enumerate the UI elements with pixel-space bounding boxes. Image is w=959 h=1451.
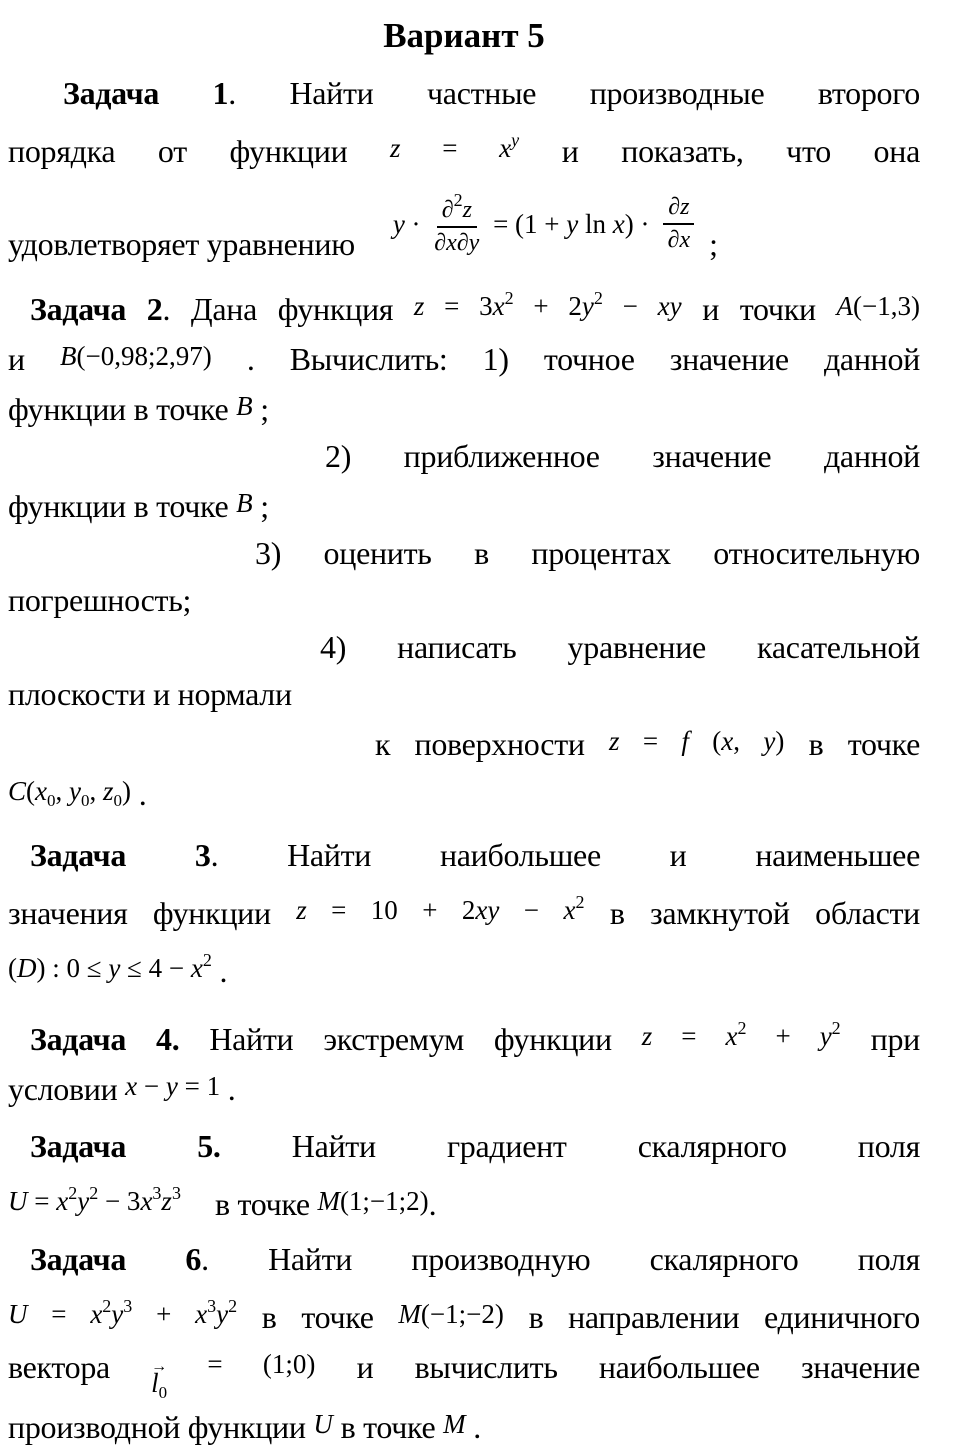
math-run: x [56, 1186, 69, 1216]
text-run: порядка от функции [8, 133, 391, 169]
math-run: x [90, 1299, 103, 1329]
text-line [8, 333, 920, 383]
math-run: 0 [113, 791, 122, 810]
task-label: Задача 5. [30, 1128, 221, 1164]
math-expression [398, 1299, 503, 1329]
text-run: . Найти наибольшее и наименьшее [210, 837, 920, 873]
math-run: 2 [228, 1296, 238, 1316]
fraction [434, 190, 479, 258]
text-line [8, 1341, 920, 1401]
fraction-denominator [434, 228, 479, 258]
math-run: 0 [47, 791, 56, 810]
math-run: (1;−1;2) [339, 1186, 429, 1216]
math-run: = 10 + 2 [306, 895, 476, 925]
math-expression [151, 1349, 316, 1402]
math-run: z [609, 726, 620, 756]
math-run: x [195, 1299, 208, 1329]
math-run: 2 [453, 190, 463, 211]
math-run: x [612, 208, 625, 239]
text-run: вектора [8, 1349, 152, 1385]
math-run: U [8, 1299, 28, 1329]
math-run: ∂ [456, 230, 469, 256]
math-run: 3 [152, 1183, 162, 1203]
math-expression [60, 341, 212, 371]
math-run: 0 [158, 1383, 168, 1402]
math-run: 3 [123, 1296, 133, 1316]
math-run: , [55, 776, 69, 806]
text-run: и вычислить наибольшее значение [315, 1349, 920, 1385]
text-run: . [220, 1071, 236, 1107]
math-run: M [317, 1186, 340, 1216]
fraction-numerator [437, 190, 477, 228]
math-run: D [17, 953, 37, 983]
math-run: x [721, 726, 734, 756]
text-line [8, 1401, 920, 1451]
math-run: 3 [207, 1296, 217, 1316]
math-run: x [35, 776, 47, 806]
math-run: z [680, 194, 690, 221]
math-run: ) [122, 776, 131, 806]
math-run: ln [578, 208, 613, 239]
math-run: B [236, 391, 253, 421]
text-line [8, 671, 920, 718]
math-run: y [763, 726, 776, 756]
math-expression [8, 1296, 238, 1329]
math-run: U [8, 1186, 28, 1216]
math-run: x [725, 1021, 738, 1051]
math-run: y [819, 1021, 832, 1051]
math-run: y [392, 208, 405, 239]
text-line [8, 1063, 920, 1113]
math-run: ) [775, 726, 785, 756]
math-run: x [446, 230, 457, 256]
math-run: ) · [624, 208, 657, 239]
text-run: . Вычислить: 1) точное значение данной [211, 341, 920, 377]
math-run: z [296, 895, 307, 925]
math-run: 2 [737, 1018, 747, 1038]
math-run: + 2 [513, 291, 582, 321]
math-run: − [602, 291, 658, 321]
math-expression [609, 726, 784, 756]
math-run: − [499, 895, 564, 925]
math-expression [8, 1183, 181, 1216]
math-run: A [836, 291, 853, 321]
text-run: и точки [681, 291, 837, 327]
math-run: ( [688, 726, 722, 756]
math-run: ∂ [434, 230, 447, 256]
fraction-denominator [668, 225, 691, 255]
text-run: ; [701, 226, 718, 262]
text-line [8, 433, 920, 480]
text-run: плоскости и нормали [8, 676, 292, 712]
math-run: ∂ [667, 227, 680, 253]
task-label: Задача 3 [30, 837, 211, 873]
math-run: l [151, 1368, 159, 1398]
text-run: при [840, 1021, 920, 1057]
math-run: = [619, 726, 682, 756]
math-run: ) : 0 ≤ [36, 953, 109, 983]
text-run: . [465, 1409, 481, 1445]
text-run: 4) написать уравнение касательной [320, 629, 920, 665]
document-body [8, 70, 920, 1451]
math-run: y [77, 1186, 90, 1216]
task-label: Задача 4. [30, 1021, 180, 1057]
text-run: погрешность; [8, 582, 192, 618]
math-run: − 3 [98, 1186, 141, 1216]
text-run: в точке [784, 726, 920, 762]
math-run: x [140, 1186, 153, 1216]
math-run: ∂ [441, 197, 454, 224]
text-line [8, 117, 920, 175]
text-line [8, 718, 920, 768]
math-run: = [27, 1186, 57, 1216]
text-line [8, 383, 920, 433]
text-line [8, 480, 920, 530]
text-run: и [8, 341, 60, 377]
vector-notation [151, 1358, 168, 1402]
math-run: z [390, 133, 401, 163]
task-label: Задача 1 [63, 75, 229, 111]
math-run: 0 [80, 791, 90, 810]
math-run: 2 [202, 950, 212, 970]
text-run: 3) оценить в процентах относительную [255, 535, 920, 571]
math-run: y [581, 291, 594, 321]
math-run: + [132, 1299, 196, 1329]
text-run: в точке [237, 1299, 399, 1335]
text-run: ; [252, 488, 269, 524]
math-run: , [89, 776, 103, 806]
math-run: ( [8, 953, 17, 983]
math-run: 2 [575, 892, 585, 912]
text-line [8, 937, 920, 995]
math-run: = [400, 133, 500, 163]
math-expression [8, 776, 131, 810]
document-title: Вариант 5 [383, 16, 545, 55]
math-run: xy [475, 895, 500, 925]
math-run: f [681, 726, 689, 756]
text-run: в замкнутой области [584, 895, 920, 931]
text-run: 2) приближенное значение данной [325, 438, 920, 474]
math-run: 3 [171, 1183, 181, 1203]
text-run: условии [8, 1071, 126, 1107]
text-run: . Найти частные производные второго [228, 75, 920, 111]
math-run: z [641, 1021, 653, 1051]
math-run: − [137, 1071, 166, 1101]
math-run: = [652, 1021, 726, 1051]
text-run: функции в точке [8, 488, 237, 524]
math-expression [8, 950, 212, 983]
math-run: = 3 [424, 291, 493, 321]
math-run: 2 [68, 1183, 78, 1203]
text-line [8, 879, 920, 937]
text-run: ; [252, 391, 269, 427]
text-run: в направлении единичного [503, 1299, 920, 1335]
text-run: функции в точке [8, 391, 237, 427]
text-line [8, 1123, 920, 1170]
math-expression [390, 130, 520, 163]
text-run: в точке [332, 1409, 444, 1445]
math-run: x [190, 953, 203, 983]
text-line [8, 530, 920, 577]
math-run: 2 [593, 288, 603, 308]
task-label: Задача 2 [30, 291, 163, 327]
math-run: x [563, 895, 576, 925]
math-run: y [468, 230, 480, 256]
math-expression [837, 291, 920, 321]
vector-arrow-icon: → [151, 1358, 168, 1375]
math-run: = (1 + [486, 208, 567, 239]
math-expression [236, 488, 253, 518]
text-run: к поверхности [375, 726, 609, 762]
text-line [8, 624, 920, 671]
text-line [8, 1283, 920, 1341]
math-run: (−1;−2) [420, 1299, 504, 1329]
math-expression [317, 1186, 428, 1216]
text-run: . Найти производную скалярного поля [201, 1241, 920, 1277]
math-run: (−0,98;2,97) [76, 341, 212, 371]
math-expression [313, 1409, 333, 1439]
text-line [8, 832, 920, 879]
math-run: x [492, 291, 505, 321]
fraction [663, 193, 694, 255]
math-run: y [111, 1299, 124, 1329]
math-run: y [165, 1071, 178, 1101]
text-run: Найти экстремум функции [179, 1021, 642, 1057]
text-run: Найти градиент скалярного поля [220, 1128, 920, 1164]
math-run: ∂ [668, 194, 681, 221]
math-expression [443, 1409, 466, 1439]
math-run: B [236, 488, 253, 518]
math-expression [125, 1071, 220, 1101]
text-line [8, 1005, 920, 1063]
math-expression [393, 190, 702, 258]
math-run: C [8, 776, 27, 806]
text-line [8, 70, 920, 117]
math-run: ≤ 4 − [120, 953, 191, 983]
math-run: y [566, 208, 579, 239]
math-run: x [679, 227, 691, 253]
math-run: = 1 [177, 1071, 221, 1101]
math-run: z [462, 197, 472, 224]
math-run: y [216, 1299, 229, 1329]
text-run: . [131, 776, 147, 812]
math-run: y [108, 953, 121, 983]
math-run: , [733, 726, 764, 756]
text-line [8, 275, 920, 333]
math-run: + [746, 1021, 820, 1051]
text-line [8, 577, 920, 624]
task-label: Задача 6 [30, 1241, 202, 1277]
math-run: · [404, 208, 428, 239]
text-run: значения функции [8, 895, 297, 931]
text-run: удовлетворяет уравнению [8, 226, 355, 262]
text-run: производной функции [8, 1409, 314, 1445]
text-line [8, 768, 920, 824]
math-run: B [59, 341, 77, 371]
math-run: 2 [831, 1018, 841, 1038]
fraction-numerator [663, 193, 694, 225]
math-expression [641, 1018, 841, 1051]
math-run: M [443, 1409, 466, 1439]
math-run: U [313, 1409, 333, 1439]
math-run: (−1,3) [853, 291, 920, 321]
math-run: y [69, 776, 81, 806]
math-run: x [125, 1071, 138, 1101]
math-run: z [161, 1186, 172, 1216]
math-run: xy [657, 291, 682, 321]
math-run: = [27, 1299, 91, 1329]
text-run: . [428, 1186, 437, 1222]
text-run: . Дана функция [162, 291, 414, 327]
math-run: M [398, 1299, 421, 1329]
text-line [8, 175, 920, 273]
math-run: 2 [89, 1183, 99, 1203]
math-run: = (1;0) [167, 1349, 316, 1379]
text-run: в точке [214, 1186, 318, 1222]
math-run: y [511, 130, 520, 150]
math-run: 2 [102, 1296, 112, 1316]
text-run: и показать, что она [519, 133, 920, 169]
math-run: z [413, 291, 425, 321]
math-expression [236, 391, 253, 421]
text-line [8, 1236, 920, 1283]
math-expression [413, 288, 682, 321]
math-run: z [102, 776, 114, 806]
math-expression [296, 892, 585, 925]
math-run: 2 [504, 288, 514, 308]
text-line [8, 1170, 920, 1228]
text-run: . [211, 953, 228, 989]
math-run: x [499, 133, 512, 163]
math-run: ( [26, 776, 36, 806]
